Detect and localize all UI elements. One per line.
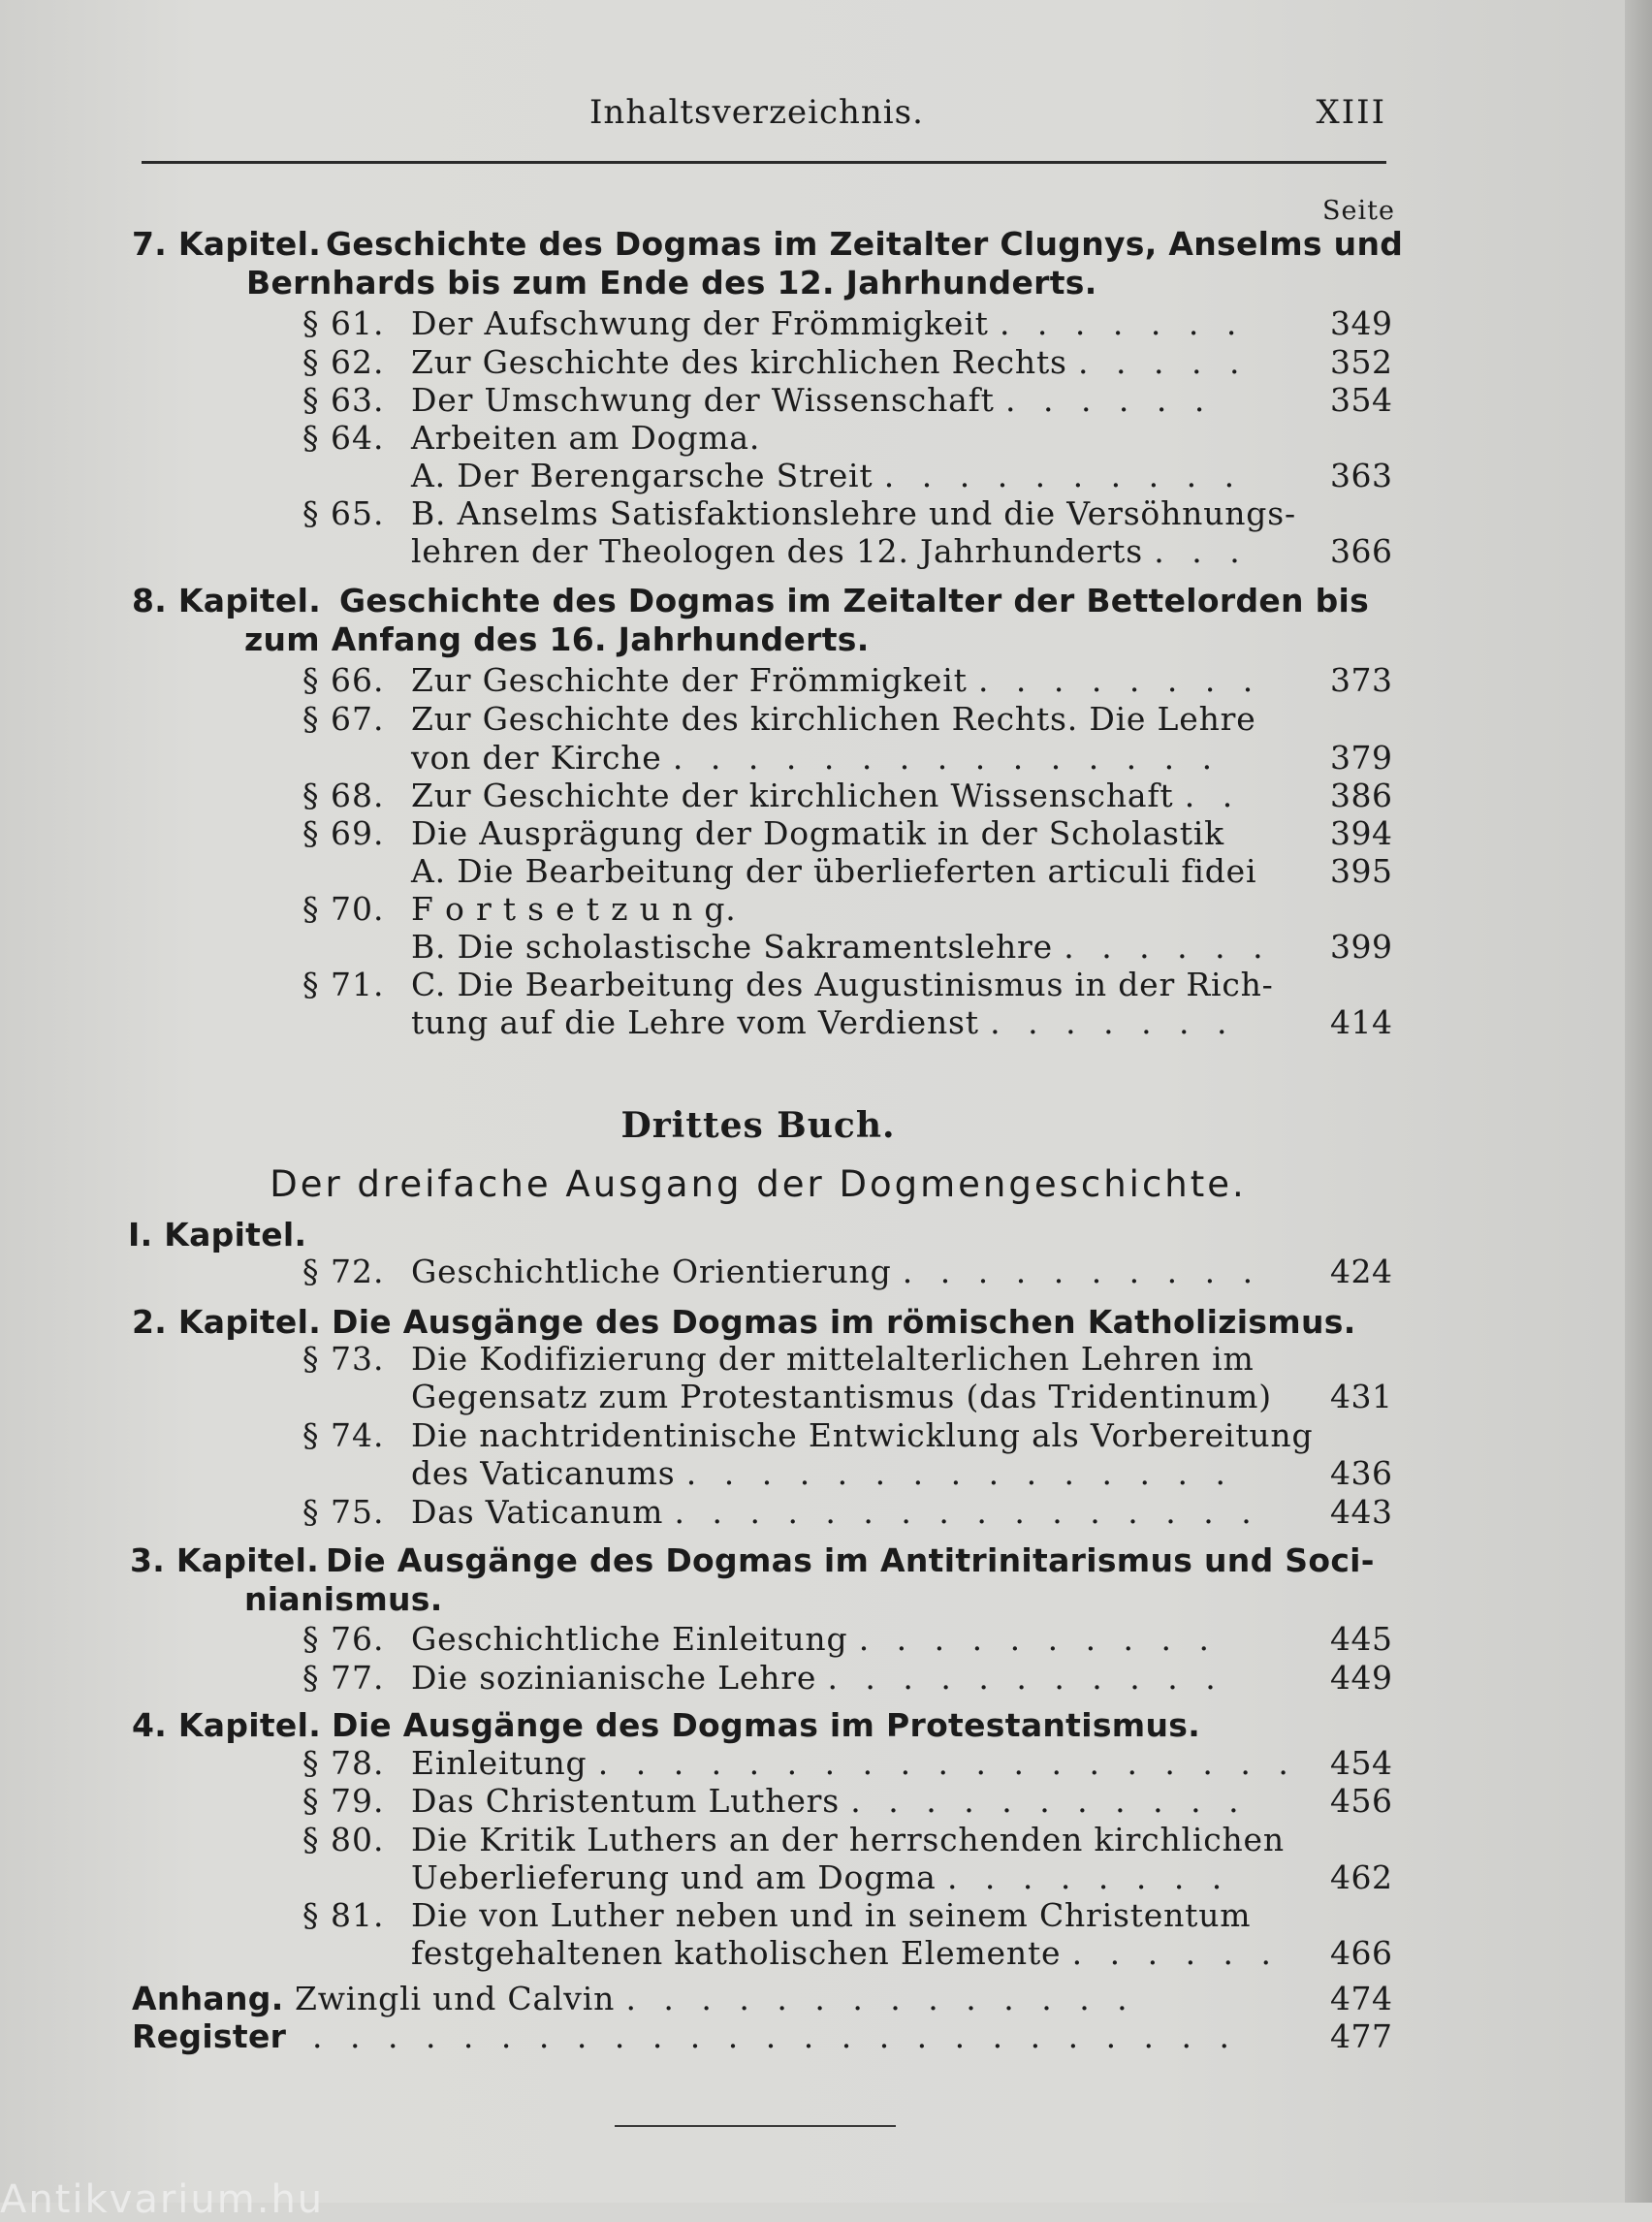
page-number: 395: [1330, 852, 1393, 890]
page-edge-shadow: [1625, 0, 1652, 2203]
entry-title: Gegensatz zum Protestantismus (das Tridentinum): [411, 1378, 1272, 1415]
entry-title: Das Christentum Luthers: [411, 1782, 840, 1820]
page-number: 394: [1330, 814, 1393, 852]
entry-title: Zur Geschichte der kirchlichen Wissenschaft: [411, 777, 1174, 814]
anhang-entry: [295, 1980, 1136, 2018]
page-number: 349: [1330, 304, 1393, 342]
entry-title: Einleitung: [411, 1744, 588, 1782]
page-number: 431: [1330, 1378, 1393, 1415]
toc-entry: [411, 1378, 1272, 1416]
toc-entry: [411, 928, 1272, 967]
leader-dots: . . . . . . . . . . . . . . .: [685, 1454, 1234, 1492]
chapter3-heading: 3. Kapitel.: [130, 1541, 320, 1579]
entry-title: Zur Geschichte des kirchlichen Rechts: [411, 343, 1067, 381]
entry-title: Die Ausprägung der Dogmatik in der Scholastik: [411, 814, 1224, 852]
section-number: § 80.: [302, 1821, 385, 1858]
chapter8-title-line2: zum Anfang des 16. Jahrhunderts.: [244, 620, 870, 658]
section-number: § 62.: [302, 343, 385, 381]
toc-entry: [411, 661, 1261, 700]
entry-title: Die sozinianische Lehre: [411, 1659, 817, 1697]
entry-title: B. Die scholastische Sakramentslehre: [411, 928, 1053, 966]
page-number: 379: [1330, 739, 1393, 777]
entry-title: B. Anselms Satisfaktionslehre und die Versöhnungs-: [411, 494, 1296, 532]
toc-entry: [411, 890, 737, 929]
entry-title: Die von Luther neben und in seinem Christentum: [411, 1896, 1252, 1934]
toc-entry: [411, 1782, 1248, 1821]
page-number: 352: [1330, 343, 1393, 381]
entry-title: lehren der Theologen des 12. Jahrhunderts: [411, 532, 1143, 570]
entry-title: F o r t s e t z u n g.: [411, 890, 737, 928]
leader-dots: . . . . . . . . . . .: [850, 1782, 1248, 1820]
page-number: 363: [1330, 457, 1393, 494]
section-number: § 71.: [302, 966, 385, 1003]
leader-dots: . . . . . . .: [999, 304, 1246, 342]
toc-entry: [411, 1340, 1255, 1379]
section-number: § 77.: [302, 1659, 385, 1697]
entry-title: des Vaticanums: [411, 1454, 676, 1492]
section-number: § 72.: [302, 1253, 385, 1290]
seite-label: Seite: [1322, 196, 1395, 226]
toc-entry: [411, 966, 1274, 1004]
toc-entry: [411, 494, 1296, 533]
toc-entry: [411, 532, 1249, 571]
page-number: 445: [1330, 1620, 1393, 1658]
toc-entry: [411, 777, 1241, 815]
page-number: 386: [1330, 777, 1393, 814]
running-head: [142, 93, 1386, 151]
leader-dots: . . . . . . . . . . . . . . .: [672, 739, 1222, 777]
chapter7-title-line2: Bernhards bis zum Ende des 12. Jahrhunderts.: [246, 264, 1097, 302]
page-number: 399: [1330, 928, 1393, 966]
toc-entry: [411, 1253, 1261, 1291]
watermark: Antikvarium.hu: [0, 2177, 325, 2222]
toc-entry: [411, 457, 1243, 495]
footer-rule: [615, 2125, 896, 2127]
entry-title: Geschichtliche Orientierung: [411, 1253, 892, 1290]
toc-entry: [411, 1896, 1251, 1935]
page-numeral: XIII: [1316, 93, 1386, 132]
chapter2-heading: 2. Kapitel.: [132, 1303, 322, 1341]
toc-entry: [411, 1003, 1236, 1042]
page-number: 466: [1330, 1934, 1393, 1972]
chapter4-title-line1: Die Ausgänge des Dogmas im Protestantismus.: [332, 1706, 1201, 1744]
header-rule: [142, 161, 1386, 164]
entry-title: Zur Geschichte der Frömmigkeit: [411, 661, 968, 699]
toc-entry: [411, 1858, 1230, 1897]
page-number: 456: [1330, 1782, 1393, 1820]
toc-entry: [411, 1620, 1218, 1659]
entry-title: tung auf die Lehre vom Verdienst: [411, 1003, 979, 1041]
page-number: 436: [1330, 1454, 1393, 1492]
leader-dots: . . . . . . . .: [977, 661, 1262, 699]
page-number: 354: [1330, 381, 1393, 419]
page-number: 443: [1330, 1493, 1393, 1531]
entry-title: C. Die Bearbeitung des Augustinismus in der Rich-: [411, 966, 1274, 1003]
section-number: § 76.: [302, 1620, 385, 1658]
page-number: 366: [1330, 532, 1393, 570]
section-number: § 64.: [302, 419, 385, 457]
chapter3-title-line1: Die Ausgänge des Dogmas im Antitrinitarismus und Soci-: [326, 1541, 1375, 1579]
entry-title: Das Vaticanum: [411, 1493, 664, 1531]
page-number: 462: [1330, 1858, 1393, 1896]
entry-title: Ueberlieferung und am Dogma: [411, 1858, 937, 1896]
section-number: § 67.: [302, 700, 385, 738]
book-title: Drittes Buch.: [620, 1105, 896, 1146]
entry-title: A. Die Bearbeitung der überlieferten articuli fidei: [411, 852, 1257, 890]
section-number: § 69.: [302, 814, 385, 852]
register-label: Register: [132, 2017, 287, 2055]
leader-dots: . . . . . . . . . .: [858, 1620, 1219, 1658]
leader-dots: . . . . . .: [1071, 1934, 1281, 1972]
toc-entry: [411, 1934, 1280, 1973]
toc-entry: [411, 1416, 1313, 1455]
section-number: § 81.: [302, 1896, 385, 1934]
entry-title: Die nachtridentinische Entwicklung als Vorbereitung: [411, 1416, 1314, 1454]
book-subtitle: Der dreifache Ausgang der Dogmengeschichte.: [270, 1163, 1247, 1205]
section-number: § 61.: [302, 304, 385, 342]
toc-entry: [411, 1744, 1297, 1783]
toc-entry: [411, 1821, 1285, 1859]
leader-dots: . . . . . . .: [990, 1003, 1236, 1041]
chapter1-heading: I. Kapitel.: [128, 1216, 307, 1254]
leader-dots: . . . . . . . . . .: [883, 457, 1244, 494]
leader-dots: . . . . . .: [1004, 381, 1214, 419]
entry-title: Der Aufschwung der Frömmigkeit: [411, 304, 989, 342]
entry-title: Arbeiten am Dogma.: [411, 419, 761, 457]
toc-entry: [411, 1454, 1234, 1493]
leader-dots: . . . . . . . .: [946, 1858, 1231, 1896]
toc-entry: [411, 381, 1213, 420]
section-number: § 73.: [302, 1340, 385, 1378]
register-entry: [312, 2017, 1238, 2056]
leader-dots: . . . . .: [1078, 343, 1249, 381]
toc-entry: [411, 1659, 1224, 1698]
toc-entry: [411, 343, 1248, 382]
anhang-label: Anhang.: [132, 1980, 284, 2017]
toc-entry: [411, 739, 1221, 778]
chapter3-title-line2: nianismus.: [244, 1580, 443, 1618]
leader-dots: . . .: [1154, 532, 1249, 570]
entry-title: von der Kirche: [411, 739, 662, 777]
toc-entry: [411, 304, 1245, 343]
section-number: § 65.: [302, 494, 385, 532]
entry-title: Der Umschwung der Wissenschaft: [411, 381, 995, 419]
toc-entry: [411, 1493, 1260, 1532]
entry-title: A. Der Berengarsche Streit: [411, 457, 874, 494]
chapter2-title-line1: Die Ausgänge des Dogmas im römischen Katholizismus.: [332, 1303, 1356, 1341]
chapter4-heading: 4. Kapitel.: [132, 1706, 322, 1744]
leader-dots: . . . . . .: [1064, 928, 1272, 966]
chapter8-heading: 8. Kapitel.: [132, 582, 322, 619]
entry-title: Die Kodifizierung der mittelalterlichen Lehren im: [411, 1340, 1255, 1378]
entry-title: festgehaltenen katholischen Elemente: [411, 1934, 1062, 1972]
chapter7-title-line1: Geschichte des Dogmas im Zeitalter Clugnys, Anselms und: [326, 225, 1404, 263]
leader-dots: . . . . . . . . . . . . . .: [625, 1980, 1136, 2017]
leader-dots: . .: [1184, 777, 1242, 814]
leader-dots: . . . . . . . . . . .: [827, 1659, 1224, 1697]
toc-entry: [411, 700, 1256, 739]
section-number: § 66.: [302, 661, 385, 699]
chapter8-title-line1: Geschichte des Dogmas im Zeitalter der Bettelorden bis: [339, 582, 1370, 619]
chapter7-heading: 7. Kapitel.: [132, 225, 322, 263]
toc-entry: [411, 814, 1224, 853]
anhang-text: Zwingli und Calvin: [295, 1980, 616, 2017]
section-number: § 70.: [302, 890, 385, 928]
leader-dots: . . . . . . . . . .: [902, 1253, 1262, 1290]
page-number: 424: [1330, 1253, 1393, 1290]
page-number: 414: [1330, 1003, 1393, 1041]
running-head-title: Inhaltsverzeichnis.: [589, 93, 924, 132]
section-number: § 74.: [302, 1416, 385, 1454]
register-page: 477: [1330, 2017, 1393, 2055]
page-number: 454: [1330, 1744, 1393, 1782]
section-number: § 75.: [302, 1493, 385, 1531]
section-number: § 63.: [302, 381, 385, 419]
entry-title: Die Kritik Luthers an der herrschenden kirchlichen: [411, 1821, 1285, 1858]
entry-title: Geschichtliche Einleitung: [411, 1620, 848, 1658]
page-number: 373: [1330, 661, 1393, 699]
section-number: § 78.: [302, 1744, 385, 1782]
leader-dots: . . . . . . . . . . . . . . . . . . .: [597, 1744, 1297, 1782]
page-number: 449: [1330, 1659, 1393, 1697]
leader-dots: . . . . . . . . . . . . . . . . . . . . . . . . .: [312, 2017, 1238, 2055]
leader-dots: . . . . . . . . . . . . . . . .: [674, 1493, 1260, 1531]
anhang-page: 474: [1330, 1980, 1393, 2017]
entry-title: Zur Geschichte des kirchlichen Rechts. Die Lehre: [411, 700, 1256, 738]
section-number: § 79.: [302, 1782, 385, 1820]
toc-entry: [411, 852, 1256, 891]
section-number: § 68.: [302, 777, 385, 814]
toc-entry: [411, 419, 760, 458]
